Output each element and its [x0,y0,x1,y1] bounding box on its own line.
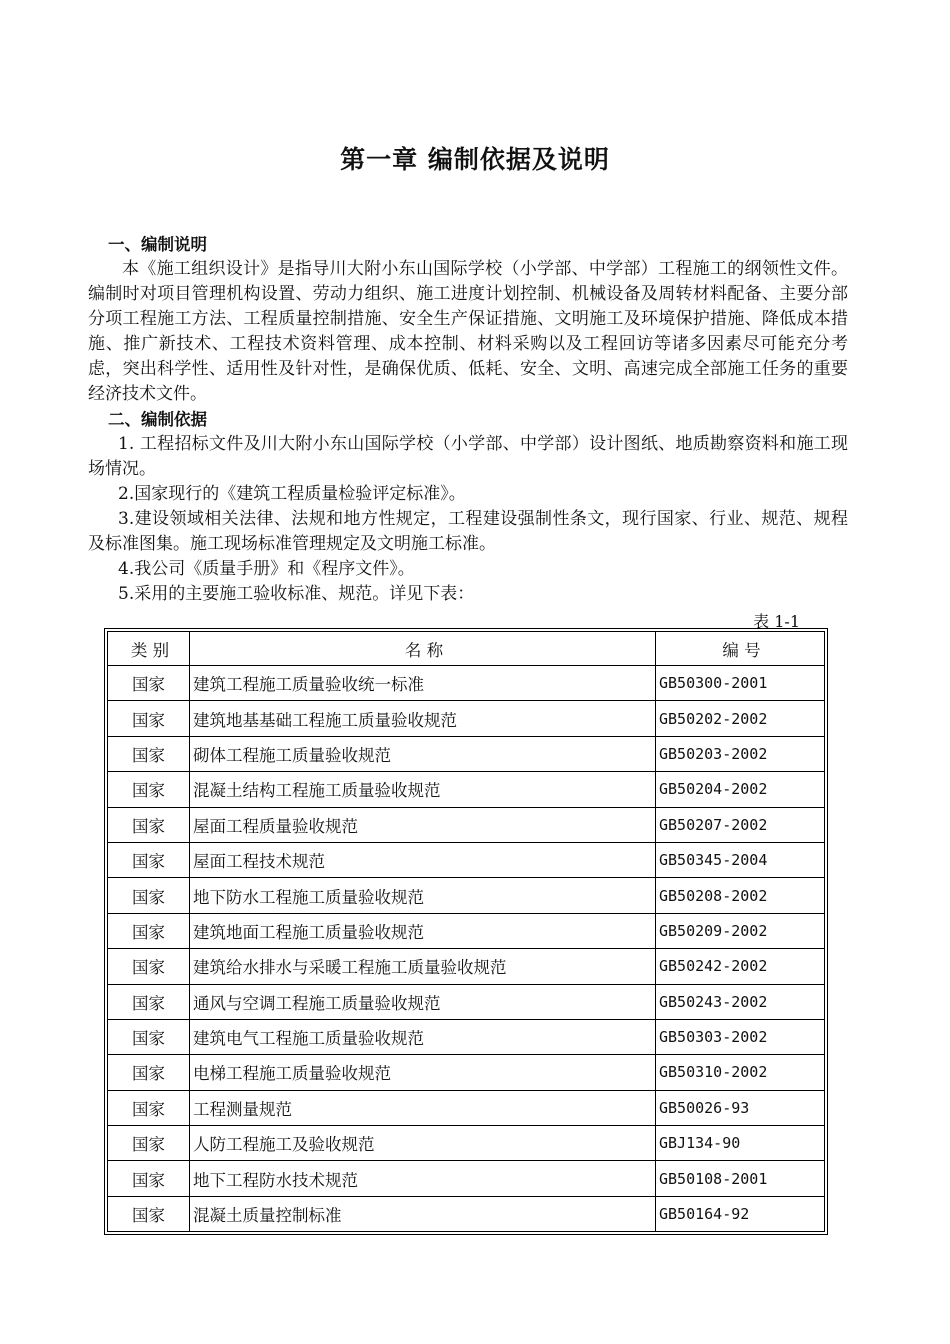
document-body [88,232,848,635]
cell-standard-code: GB50026-93 [656,1090,825,1125]
cell-standard-code: GB50208-2002 [656,878,825,913]
cell-standard-name: 地下工程防水技术规范 [190,1161,656,1196]
cell-standard-name: 人防工程施工及验收规范 [190,1126,656,1161]
cell-standard-code: GB50345-2004 [656,842,825,877]
cell-category: 国家 [108,807,190,842]
table-row [108,913,825,948]
cell-standard-code: GB50202-2002 [656,701,825,736]
cell-standard-name: 建筑给水排水与采暖工程施工质量验收规范 [190,949,656,984]
column-header-category: 类 别 [108,632,190,666]
table-row [108,842,825,877]
cell-category: 国家 [108,1126,190,1161]
table-caption: 表 1-1 [753,612,800,631]
column-header-code: 编 号 [656,632,825,666]
cell-standard-code: GB50164-92 [656,1196,825,1231]
cell-category: 国家 [108,1090,190,1125]
table-header-row [108,632,825,666]
cell-category: 国家 [108,701,190,736]
cell-standard-name: 建筑工程施工质量验收统一标准 [190,666,656,701]
table-row [108,772,825,807]
table-row [108,1126,825,1161]
table-row [108,984,825,1019]
cell-standard-code: GB50303-2002 [656,1019,825,1054]
cell-standard-code: GB50242-2002 [656,949,825,984]
basis-item: 2.国家现行的《建筑工程质量检验评定标准》。 [118,484,466,504]
cell-category: 国家 [108,984,190,1019]
table-row [108,1055,825,1090]
cell-standard-name: 混凝土结构工程施工质量验收规范 [190,772,656,807]
table-row [108,701,825,736]
cell-standard-name: 地下防水工程施工质量验收规范 [190,878,656,913]
cell-standard-code: GB50300-2001 [656,666,825,701]
cell-category: 国家 [108,1019,190,1054]
cell-standard-code: GB50310-2002 [656,1055,825,1090]
table-body [108,666,825,1232]
cell-category: 国家 [108,1196,190,1231]
basis-item: 4.我公司《质量手册》和《程序文件》。 [118,559,415,579]
cell-category: 国家 [108,1161,190,1196]
cell-standard-name: 通风与空调工程施工质量验收规范 [190,984,656,1019]
cell-category: 国家 [108,1055,190,1090]
cell-standard-name: 工程测量规范 [190,1090,656,1125]
cell-standard-code: GB50243-2002 [656,984,825,1019]
section-heading-description: 一、编制说明 [108,235,207,254]
cell-category: 国家 [108,842,190,877]
cell-category: 国家 [108,949,190,984]
cell-standard-code: GBJ134-90 [656,1126,825,1161]
cell-standard-code: GB50204-2002 [656,772,825,807]
standards-table [107,631,825,1232]
table-row [108,1019,825,1054]
basis-item: 5.采用的主要施工验收标准、规范。详见下表： [118,584,475,604]
cell-standard-name: 屋面工程技术规范 [190,842,656,877]
table-row [108,878,825,913]
description-paragraph: 本《施工组织设计》是指导川大附小东山国际学校（小学部、中学部）工程施工的纲领性文件。编制时对项目管理机构设置、劳动力组织、施工进度计划控制、机械设备及周转材料配备、主要分部分项工程施工方法、工程质量控制措施、安全生产保证措施、文明施工及环境保护措施、降低成本措施、推广新技术、工程技术资料管理、成本控制、材料采购以及工程回访等诸多因素尽可能充分考虑，突出科学性、适用性及针对性，是确保优质、低耗、安全、文明、高速完成全部施工任务的重要经济技术文件。 [88,259,848,404]
cell-category: 国家 [108,913,190,948]
cell-standard-name: 屋面工程质量验收规范 [190,807,656,842]
table-row [108,736,825,771]
basis-item: 1. 工程招标文件及川大附小东山国际学校（小学部、中学部）设计图纸、地质勘察资料和施工现场情况。 [88,434,848,479]
cell-standard-name: 建筑地面工程施工质量验收规范 [190,913,656,948]
cell-standard-code: GB50207-2002 [656,807,825,842]
cell-standard-name: 建筑地基基础工程施工质量验收规范 [190,701,656,736]
cell-category: 国家 [108,736,190,771]
cell-standard-code: GB50203-2002 [656,736,825,771]
cell-standard-name: 砌体工程施工质量验收规范 [190,736,656,771]
table-row [108,949,825,984]
cell-standard-name: 建筑电气工程施工质量验收规范 [190,1019,656,1054]
table-row [108,666,825,701]
column-header-name: 名 称 [190,632,656,666]
cell-category: 国家 [108,878,190,913]
cell-standard-code: GB50108-2001 [656,1161,825,1196]
section-heading-basis: 二、编制依据 [108,410,207,429]
table-row [108,1090,825,1125]
basis-item: 3.建设领域相关法律、法规和地方性规定，工程建设强制性条文，现行国家、行业、规范、规程及标准图集。施工现场标准管理规定及文明施工标准。 [88,509,848,554]
cell-standard-code: GB50209-2002 [656,913,825,948]
cell-category: 国家 [108,666,190,701]
table-row [108,807,825,842]
chapter-title: 第一章 编制依据及说明 [340,145,610,174]
standards-table-frame [104,628,828,1235]
table-row [108,1196,825,1231]
cell-standard-name: 电梯工程施工质量验收规范 [190,1055,656,1090]
table-row [108,1161,825,1196]
cell-standard-name: 混凝土质量控制标准 [190,1196,656,1231]
cell-category: 国家 [108,772,190,807]
